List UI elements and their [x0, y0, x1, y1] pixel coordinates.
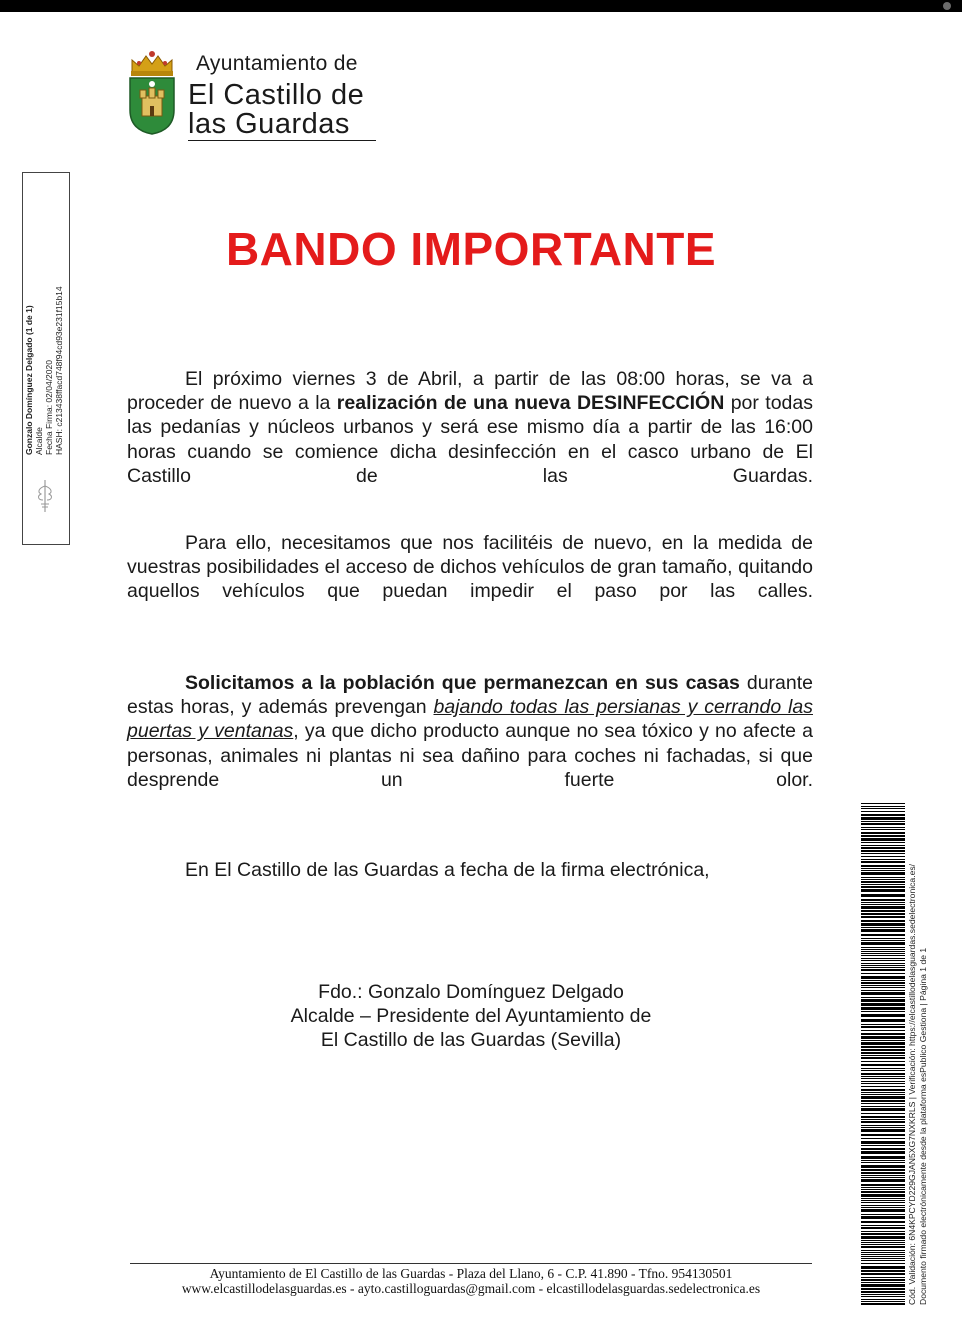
paragraph-stay-home: [127, 671, 813, 792]
paragraph3-underlined: bajando todas las persianas y cerrando las puertas y ventanas: [127, 696, 813, 743]
logo-wordmark: [188, 52, 376, 141]
signature-line-place: El Castillo de las Guardas (Sevilla): [320, 1029, 622, 1052]
signature-seal-icon: [33, 478, 57, 514]
paragraph1-bold: realización de una nueva DESINFECCIÓN: [336, 392, 725, 415]
footer-rule: [130, 1263, 812, 1264]
camera-dot-icon: [943, 2, 951, 10]
signature-line-name: Fdo.: Gonzalo Domínguez Delgado: [318, 981, 624, 1003]
signer-name: Gonzalo Domínguez Delgado (1 de 1): [24, 305, 34, 455]
verification-platform: Documento firmado electrónicamente desde la plataforma esPublico Gestiona | Página 1 de 1: [917, 947, 928, 1305]
barcode-icon: [861, 803, 905, 1306]
logo-line-castillo: El Castillo de: [188, 79, 365, 111]
paragraph-vehicle-access: Para ello, necesitamos que nos facilitéis de nuevo, en la medida de vuestras posibilidades el acceso de dichos vehículos de gran tamaño, quitando aquellos vehículos que puedan impedir el paso por las calles.: [127, 532, 813, 603]
signature-block: [0, 980, 942, 1053]
closing-line: En El Castillo de las Guardas a fecha de la firma electrónica,: [185, 859, 710, 881]
signer-role: Alcalde: [34, 427, 44, 455]
verification-code: Cód. Validación: 6N4KPCYD229GJAN5XG7NXKRLS | Verificación: https://elcastillodelasguardas.sedelectronica.es/: [907, 863, 917, 1305]
top-black-bar: [0, 0, 962, 12]
signature-date: Fecha Firma: 02/04/2020: [44, 360, 54, 455]
verification-text: [907, 805, 933, 1305]
footer-web-links: www.elcastillodelasguardas.es - ayto.castilloguardas@gmail.com - elcastillodelasguardas.sedelectronica.es: [181, 1281, 761, 1296]
logo-line-ayuntamiento: Ayuntamiento de: [196, 52, 358, 75]
page-footer: [110, 1266, 832, 1296]
footer-address: Ayuntamiento de El Castillo de las Guardas - Plaza del Llano, 6 - C.P. 41.890 - Tfno. 954130501: [209, 1266, 733, 1281]
paragraph3-bold: Solicitamos a la población que permanezcan en sus casas: [185, 672, 740, 694]
page-title: BANDO IMPORTANTE: [225, 223, 717, 275]
signature-hash: HASH: c213438ffacd748f94cd93e231f15b14: [54, 286, 64, 455]
paragraph3-text-a: durante estas horas, y además prevengan: [127, 672, 813, 719]
signature-line-role: Alcalde – Presidente del Ayuntamiento de: [290, 1005, 652, 1028]
paragraph1-text-b: por todas las pedanías y núcleos urbanos y será ese mismo día a partir de las 16:00 horas cuando se comience dicha desinfección en el casco urbano de El Castillo de las Guardas.: [127, 392, 813, 487]
coat-of-arms-icon: [126, 50, 178, 136]
paragraph1-text-a: El próximo viernes 3 de Abril, a partir de las 08:00 horas, se va a proceder de nuevo a la: [127, 368, 813, 415]
paragraph3-text-b: , ya que dicho producto aunque no sea tóxico y no afecte a personas, animales ni plantas ni sea dañino para coches ni fachadas, si que desprende un fuerte olor.: [127, 720, 813, 791]
paragraph-disinfection-notice: [127, 367, 813, 488]
municipality-logo: [126, 50, 376, 140]
logo-line-guardas: las Guardas: [188, 110, 376, 141]
